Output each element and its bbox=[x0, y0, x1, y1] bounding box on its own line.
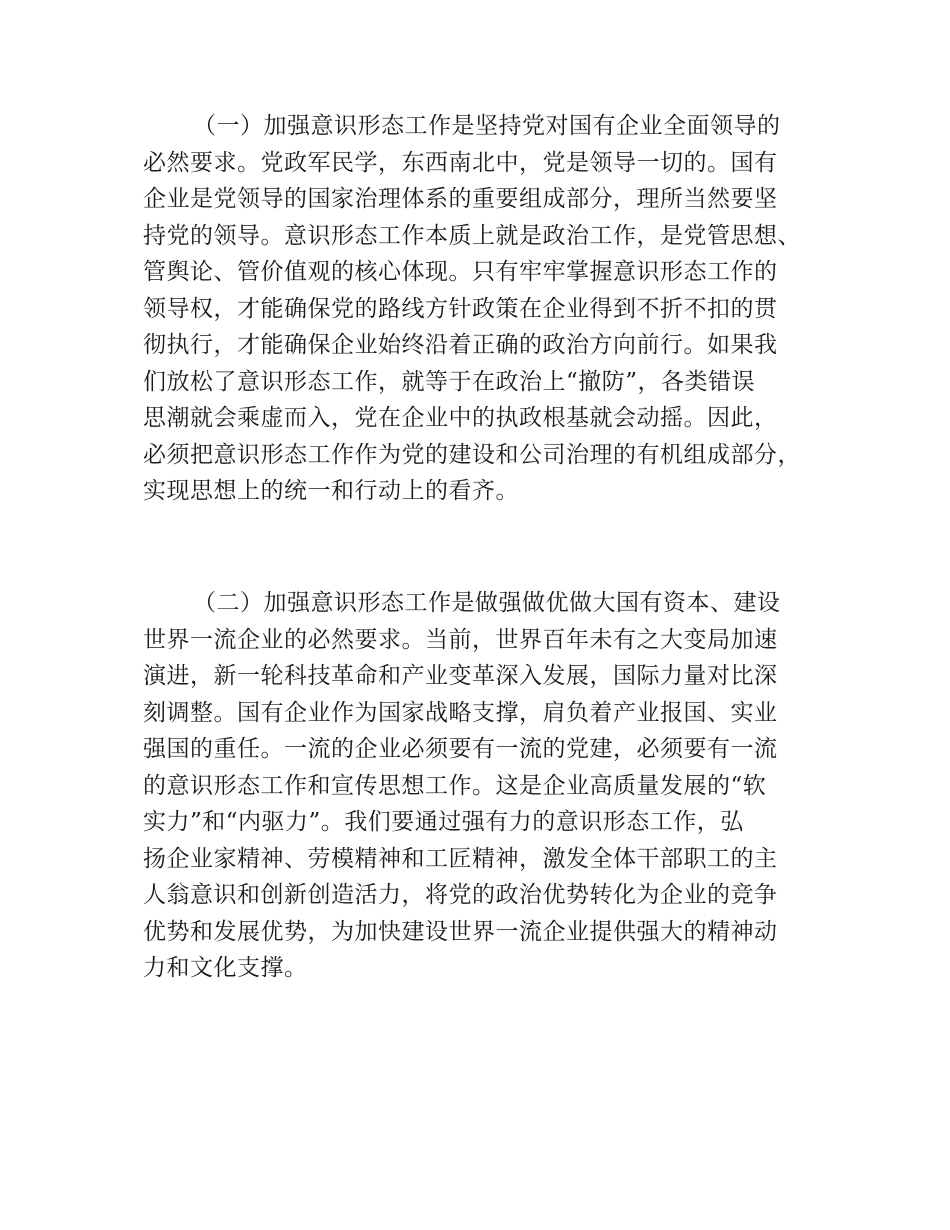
paragraph-2: （二）加强意识形态工作是做强做优做大国有资本、建设 世界一流企业的必然要求。当前，世界百年未有之大变局加速 演进，新一轮科技革命和产业变革深入发展，国际力量对比深 刻调整。国有企业作为国家战略支撑，肩负着产业报国、实业 强国的重任。一流的企业必须要有一流的党建，必须要有一流 的意识形态工作和宣传思想工作。这是企业高质量发展的“软 实力”和“内驱力”。我们要通过强有力的意识形态工作，弘 扬企业家精神、劳模精神和工匠精神，激发全体干部职工的主 人翁意识和创新创造活力，将党的政治优势转化为企业的竞争 优势和发展优势，为加快建设世界一流企业提供强大的精神动 力和文化支撑。 bbox=[143, 590, 781, 981]
paragraph-1: （一）加强意识形态工作是坚持党对国有企业全面领导的 必然要求。党政军民学，东西南北中，党是领导一切的。国有 企业是党领导的国家治理体系的重要组成部分，理所当然要坚 持党的领导。意识形态工作本质上就是政治工作，是党管思想、 管舆论、管价值观的核心体现。只有牢牢掌握意识形态工作的 领导权，才能确保党的路线方针政策在企业得到不折不扣的贯 彻执行，才能确保企业始终沿着正确的政治方向前行。如果我 们放松了意识形态工作，就等于在政治上“撤防”，各类错误 思潮就会乘虚而入，党在企业中的执政根基就会动摇。因此， 必须把意识形态工作作为党的建设和公司治理的有机组成部分， 实现思想上的统一和行动上的看齐。 bbox=[143, 113, 801, 504]
